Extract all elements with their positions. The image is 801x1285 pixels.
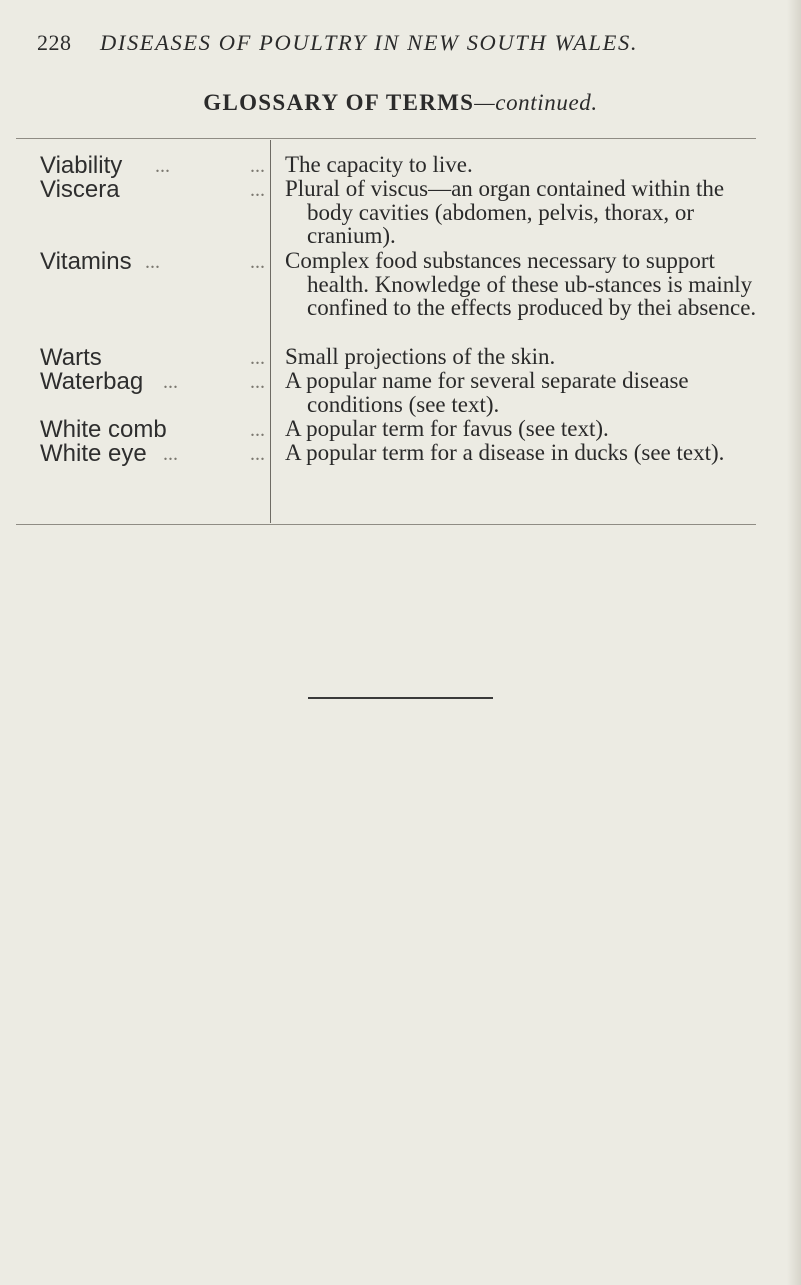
entry-definition-text: The capacity to live. bbox=[285, 152, 473, 177]
running-head: DISEASES OF POULTRY IN NEW SOUTH WALES. bbox=[100, 30, 639, 55]
end-of-section-rule bbox=[308, 697, 493, 699]
leader-dots: ... bbox=[155, 155, 170, 177]
entry-definition bbox=[285, 417, 765, 441]
entry-definition bbox=[285, 249, 765, 320]
entry-definition-text: A popular name for several separate disease conditions (see text). bbox=[285, 368, 689, 417]
leader-dots: ... bbox=[250, 155, 265, 177]
entry-definition-text: Small projections of the skin. bbox=[285, 344, 556, 369]
page-header bbox=[0, 20, 801, 60]
entry-definition bbox=[285, 153, 765, 177]
entry-definition-text: A popular term for a disease in ducks (see text). bbox=[285, 440, 725, 465]
entry-definition bbox=[285, 177, 765, 248]
leader-dots: ... bbox=[250, 443, 265, 465]
entry-term: White comb bbox=[40, 416, 167, 443]
entry-term: Viability bbox=[40, 152, 123, 179]
glossary-title bbox=[0, 90, 801, 116]
entry-term: Viscera bbox=[40, 176, 120, 203]
entry-term: Warts bbox=[40, 344, 102, 371]
leader-dots: ... bbox=[250, 347, 265, 369]
continued-label: —continued. bbox=[474, 90, 598, 115]
entry-definition bbox=[285, 441, 765, 465]
entry-term: White eye bbox=[40, 440, 147, 467]
entry-definition-text: Complex food substances necessary to support health. Knowledge of these ub-stances is mainly confined to the effects produced by thei absence. bbox=[285, 248, 757, 320]
leader-dots: ... bbox=[250, 179, 265, 201]
leader-dots: ... bbox=[250, 371, 265, 393]
leader-dots: ... bbox=[145, 251, 160, 273]
entry-definition bbox=[285, 345, 765, 369]
glossary-title-text: GLOSSARY OF TERMS bbox=[203, 90, 475, 115]
leader-dots: ... bbox=[163, 371, 178, 393]
page-number: 228 bbox=[37, 30, 72, 55]
leader-dots: ... bbox=[250, 251, 265, 273]
leader-dots: ... bbox=[163, 443, 178, 465]
page-edge-shadow bbox=[787, 0, 801, 1285]
leader-dots: ... bbox=[250, 419, 265, 441]
entry-definition-text: Plural of viscus—an organ contained within the body cavities (abdomen, pelvis, thorax, or cranium). bbox=[285, 176, 725, 248]
table-bottom-rule bbox=[16, 524, 756, 525]
entry-definition bbox=[285, 369, 765, 416]
entry-definition-text: A popular term for favus (see text). bbox=[285, 416, 609, 441]
entry-term: Waterbag bbox=[40, 368, 144, 395]
table-top-rule bbox=[16, 138, 756, 139]
entry-term: Vitamins bbox=[40, 248, 132, 275]
